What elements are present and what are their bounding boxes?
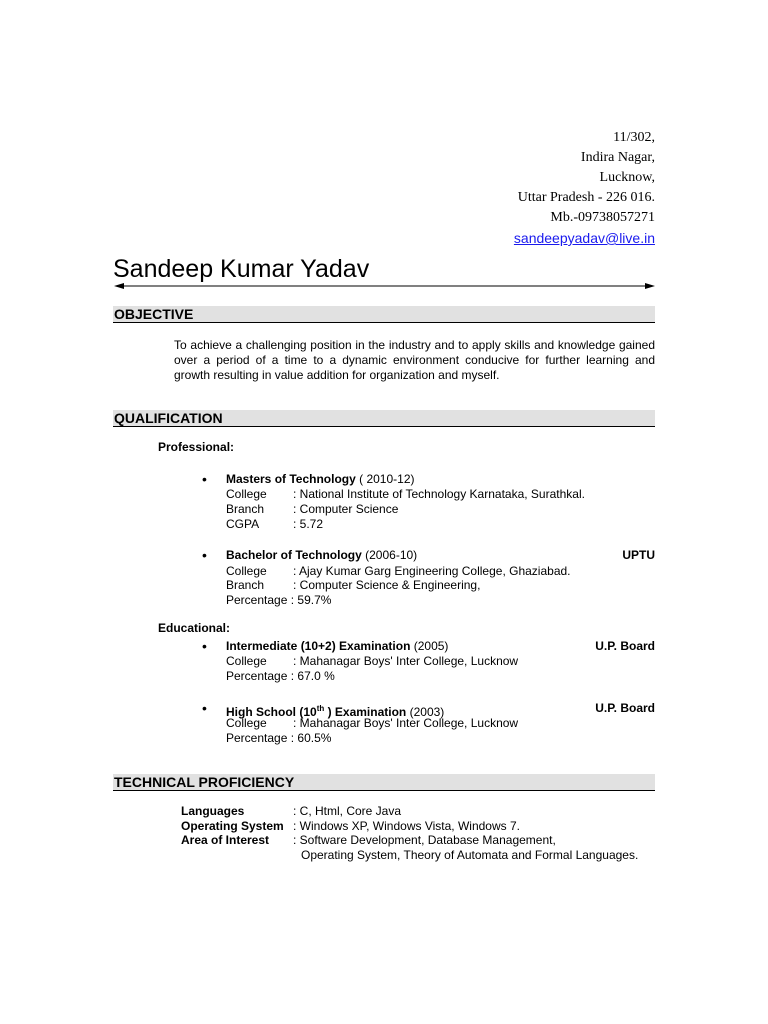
inter-title-line	[226, 639, 448, 654]
professional-label: Professional:	[158, 440, 235, 454]
address-line-4: Uttar Pradesh - 226 016.	[517, 190, 655, 205]
branch-label: Branch	[226, 578, 265, 592]
educational-label: Educational:	[158, 621, 231, 635]
mtech-years: ( 2010-12)	[355, 472, 415, 486]
btech-college: : Ajay Kumar Garg Engineering College, Ghaziabad.	[293, 564, 571, 578]
btech-years: (2006-10)	[361, 548, 418, 562]
mobile-number: Mb.-09738057271	[550, 210, 655, 225]
inter-college: : Mahanagar Boys' Inter College, Lucknow	[293, 654, 519, 668]
mtech-cgpa: : 5.72	[293, 517, 324, 531]
interest-value-1: : Software Development, Database Management,	[293, 833, 556, 847]
percentage-label: Percentage	[226, 731, 288, 745]
mtech-title: Masters of Technology	[226, 472, 356, 486]
interest-value-2: Operating System, Theory of Automata and Formal Languages.	[301, 848, 639, 862]
address-line-3: Lucknow,	[599, 170, 655, 185]
bullet-icon: •	[202, 547, 207, 563]
btech-branch-row	[226, 578, 480, 593]
college-label: College	[226, 564, 267, 578]
highschool-title-b: ) Examination	[324, 705, 407, 719]
address-block	[514, 128, 655, 250]
double-arrow-rule	[114, 283, 655, 289]
percentage-label: Percentage	[226, 593, 288, 607]
inter-title: Intermediate (10+2) Examination	[226, 639, 411, 653]
inter-board: U.P. Board	[595, 639, 655, 653]
btech-board: UPTU	[622, 548, 655, 562]
mtech-college-row	[226, 487, 585, 502]
languages-value: : C, Html, Core Java	[293, 804, 402, 818]
mtech-cgpa-row	[226, 517, 323, 532]
highschool-college: : Mahanagar Boys' Inter College, Lucknow	[293, 716, 519, 730]
highschool-percentage-row	[226, 731, 331, 746]
mtech-branch-row	[226, 502, 398, 517]
mtech-title-line	[226, 472, 415, 487]
os-row	[181, 819, 520, 834]
qualification-heading: QUALIFICATION	[113, 410, 655, 427]
college-label: College	[226, 487, 267, 501]
objective-text: To achieve a challenging position in the industry and to apply skills and knowledge gained over a period of a time to a dynamic environment conducive for further learning and growth resulting in value addition for organization and myself.	[174, 338, 655, 382]
btech-percentage: : 59.7%	[290, 593, 332, 607]
highschool-title-a: High School (10	[226, 705, 317, 719]
btech-percentage-row	[226, 593, 331, 608]
highschool-percentage: : 60.5%	[290, 731, 332, 745]
address-line-2: Indira Nagar,	[580, 150, 655, 165]
btech-title: Bachelor of Technology	[226, 548, 362, 562]
branch-label: Branch	[226, 502, 265, 516]
inter-college-row	[226, 654, 518, 669]
address-line-1: 11/302,	[613, 130, 655, 145]
college-label: College	[226, 654, 267, 668]
college-label: College	[226, 716, 267, 730]
inter-percentage: : 67.0 %	[290, 669, 335, 683]
btech-title-line	[226, 548, 417, 563]
highschool-years: (2003)	[406, 705, 445, 719]
languages-row	[181, 804, 401, 819]
os-label: Operating System	[181, 819, 284, 833]
technical-heading: TECHNICAL PROFICIENCY	[113, 774, 655, 791]
inter-percentage-row	[226, 669, 335, 684]
interest-row	[181, 833, 556, 848]
os-value: : Windows XP, Windows Vista, Windows 7.	[293, 819, 520, 833]
cgpa-label: CGPA	[226, 517, 260, 531]
objective-heading: OBJECTIVE	[113, 306, 655, 323]
bullet-icon: •	[202, 471, 207, 487]
languages-label: Languages	[181, 804, 245, 818]
highschool-college-row	[226, 716, 518, 731]
highschool-board: U.P. Board	[595, 701, 655, 715]
btech-branch: : Computer Science & Engineering,	[293, 578, 481, 592]
bullet-icon: •	[202, 700, 207, 716]
mtech-college: : National Institute of Technology Karnataka, Surathkal.	[293, 487, 585, 501]
interest-label: Area of Interest	[181, 833, 270, 847]
email-link[interactable]: sandeepyadav@live.in	[513, 230, 655, 246]
mtech-branch: : Computer Science	[293, 502, 399, 516]
btech-college-row	[226, 564, 571, 579]
percentage-label: Percentage	[226, 669, 288, 683]
bullet-icon: •	[202, 638, 207, 654]
inter-years: (2005)	[410, 639, 449, 653]
highschool-title-sup: th	[316, 704, 325, 713]
candidate-name: Sandeep Kumar Yadav	[113, 255, 370, 283]
